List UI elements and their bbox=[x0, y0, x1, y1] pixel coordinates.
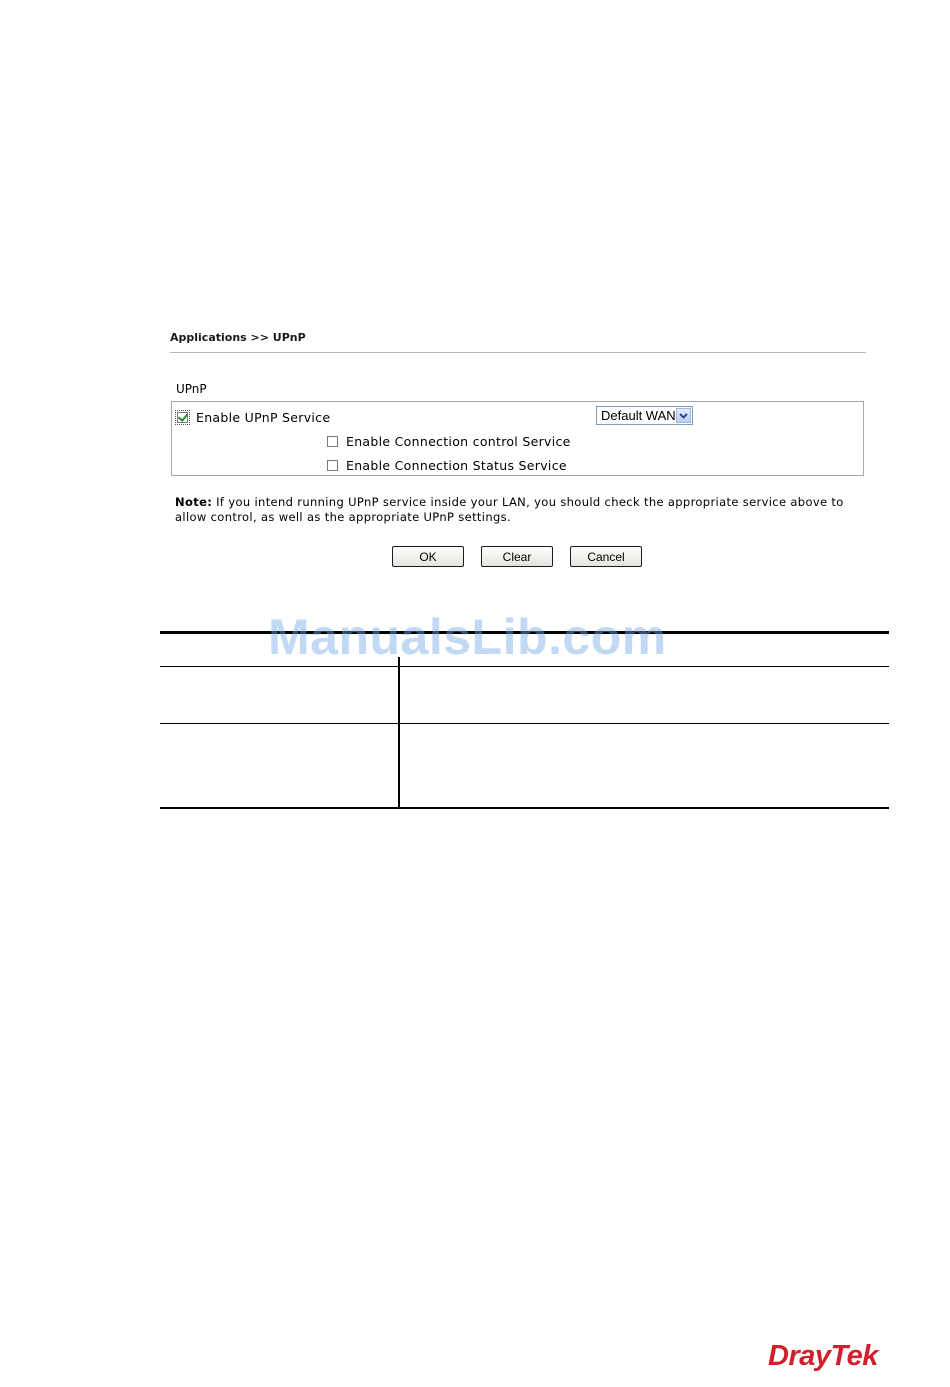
table-row-rule bbox=[160, 723, 889, 724]
watermark: ManualsLib.com bbox=[268, 609, 667, 665]
table-bottom-rule bbox=[160, 807, 889, 809]
connection-status-checkbox[interactable] bbox=[327, 460, 338, 471]
enable-upnp-checkbox[interactable] bbox=[177, 412, 188, 423]
cancel-button[interactable]: Cancel bbox=[570, 546, 642, 567]
note-body: If you intend running UPnP service inside your LAN, you should check the appropriate service above to allow control, as well as the appropriate UPnP settings. bbox=[175, 495, 844, 524]
chevron-down-icon[interactable] bbox=[676, 408, 691, 423]
draytek-logo: DrayTek bbox=[768, 1340, 878, 1372]
connection-status-row[interactable] bbox=[327, 458, 567, 473]
enable-upnp-label: Enable UPnP Service bbox=[196, 410, 331, 425]
ok-button[interactable]: OK bbox=[392, 546, 464, 567]
note-prefix: Note: bbox=[175, 495, 213, 509]
wan-select[interactable] bbox=[596, 406, 693, 425]
table-column-divider bbox=[398, 657, 400, 808]
connection-control-row[interactable] bbox=[327, 434, 571, 449]
section-title: UPnP bbox=[176, 382, 207, 396]
table-header-rule bbox=[160, 666, 889, 667]
connection-status-label: Enable Connection Status Service bbox=[346, 458, 567, 473]
connection-control-label: Enable Connection control Service bbox=[346, 434, 571, 449]
clear-button[interactable]: Clear bbox=[481, 546, 553, 567]
note-text bbox=[175, 495, 865, 525]
connection-control-checkbox[interactable] bbox=[327, 436, 338, 447]
enable-upnp-row[interactable] bbox=[177, 410, 330, 425]
wan-select-value: Default WAN bbox=[601, 408, 676, 423]
breadcrumb: Applications >> UPnP bbox=[170, 331, 306, 344]
breadcrumb-divider bbox=[170, 352, 866, 353]
